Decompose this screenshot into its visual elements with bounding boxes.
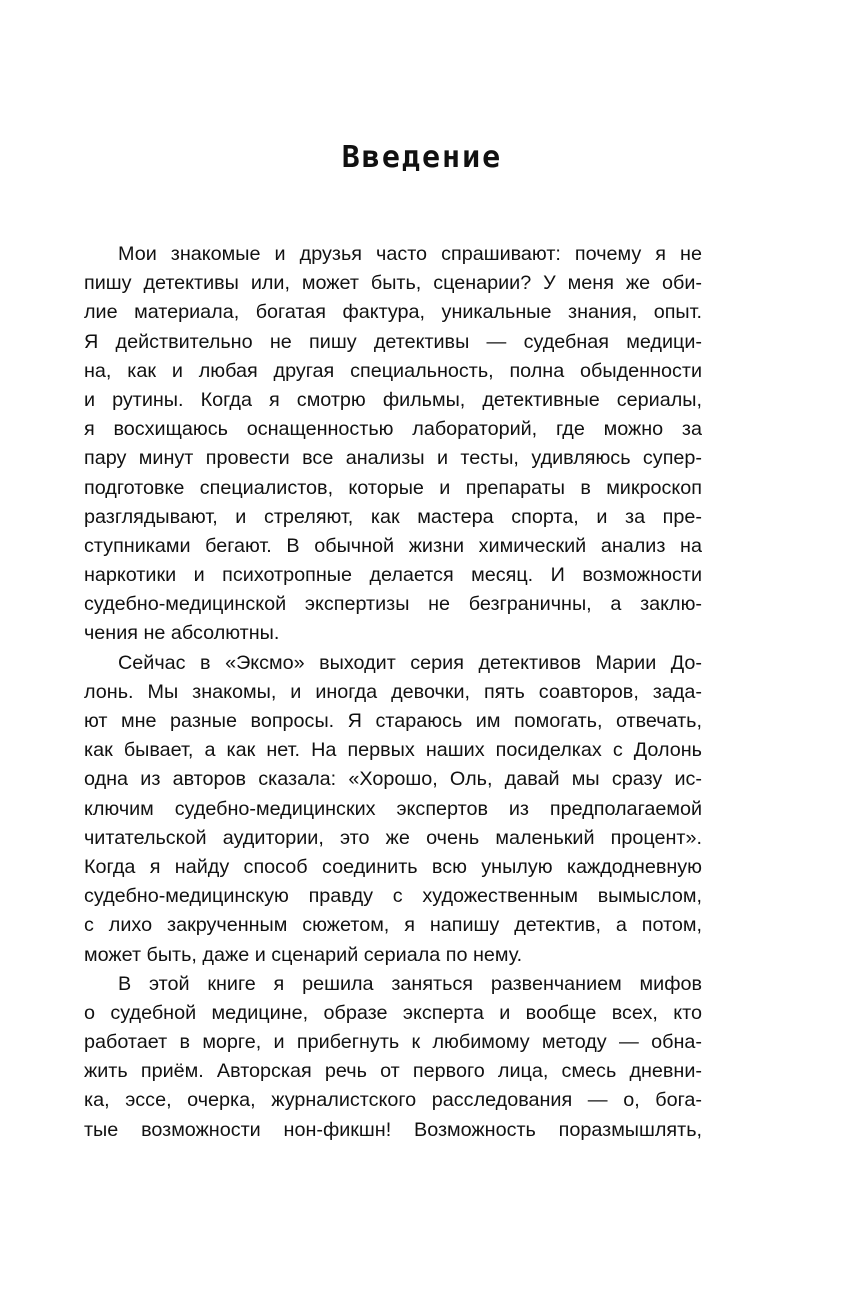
text-line: пишу детективы или, может быть, сценарии? У меня же оби- [84, 272, 702, 295]
text-line: одна из авторов сказала: «Хорошо, Оль, давай мы сразу ис- [84, 768, 702, 791]
text-line: лие материала, богатая фактура, уникальные знания, опыт. [84, 301, 702, 324]
text-line: разглядывают, и стреляют, как мастера спорта, и за пре- [84, 505, 702, 528]
text-line: может быть, даже и сценарий сериала по нему. [84, 943, 523, 966]
text-line: Когда я найду способ соединить всю унылую каждодневную [84, 855, 702, 878]
text-line: читательской аудитории, это же очень маленький процент». [84, 826, 702, 849]
paragraph-1 [84, 240, 702, 649]
text-line: работает в морге, и прибегнуть к любимому методу — обна- [84, 1031, 702, 1054]
text-line: пару минут провести все анализы и тесты, удивляюсь супер- [84, 447, 702, 470]
text-line: ключим судебно-медицинских экспертов из предполагаемой [84, 797, 702, 820]
text-line: тые возможности нон-фикшн! Возможность поразмышлять, [84, 1118, 702, 1141]
paragraph-2 [84, 649, 702, 970]
text-line: я восхищаюсь оснащенностью лабораторий, где можно за [84, 418, 702, 441]
text-line: Я действительно не пишу детективы — судебная медици- [84, 330, 702, 353]
text-line: на, как и любая другая специальность, полна обыденности [84, 359, 702, 382]
text-line: Мои знакомые и друзья часто спрашивают: почему я не [118, 243, 702, 265]
paragraph-3 [84, 970, 702, 1145]
text-line: В этой книге я решила заняться развенчанием мифов [118, 972, 702, 995]
text-line: Сейчас в «Эксмо» выходит серия детективов Марии До- [118, 651, 702, 674]
text-line: судебно-медицинскую правду с художественным вымыслом, [84, 885, 702, 908]
text-line: судебно-медицинской экспертизы не безграничны, а заклю- [84, 593, 702, 616]
text-line: ют мне разные вопросы. Я стараюсь им помогать, отвечать, [84, 710, 702, 732]
text-line: ка, эссе, очерка, журналистского расследования — о, бога- [84, 1089, 702, 1112]
text-line: как бывает, а как нет. На первых наших посиделках с Долонь [84, 739, 702, 762]
text-line: и рутины. Когда я смотрю фильмы, детективные сериалы, [84, 388, 702, 411]
chapter-title: Введение [341, 140, 503, 175]
text-line: лонь. Мы знакомы, и иногда девочки, пять соавторов, зада- [84, 680, 702, 703]
text-line: с лихо закрученным сюжетом, я напишу детектив, а потом, [84, 914, 702, 937]
text-line: о судебной медицине, образе эксперта и вообще всех, кто [84, 1001, 702, 1024]
text-line: подготовке специалистов, которые и препараты в микроскоп [84, 476, 702, 499]
text-line: чения не абсолютны. [84, 622, 280, 645]
chapter-body [84, 240, 702, 1145]
text-line: ступниками бегают. В обычной жизни химический анализ на [84, 534, 702, 557]
text-line: наркотики и психотропные делается месяц. И возможности [84, 564, 702, 587]
text-line: жить приём. Авторская речь от первого лица, смесь дневни- [84, 1060, 702, 1083]
